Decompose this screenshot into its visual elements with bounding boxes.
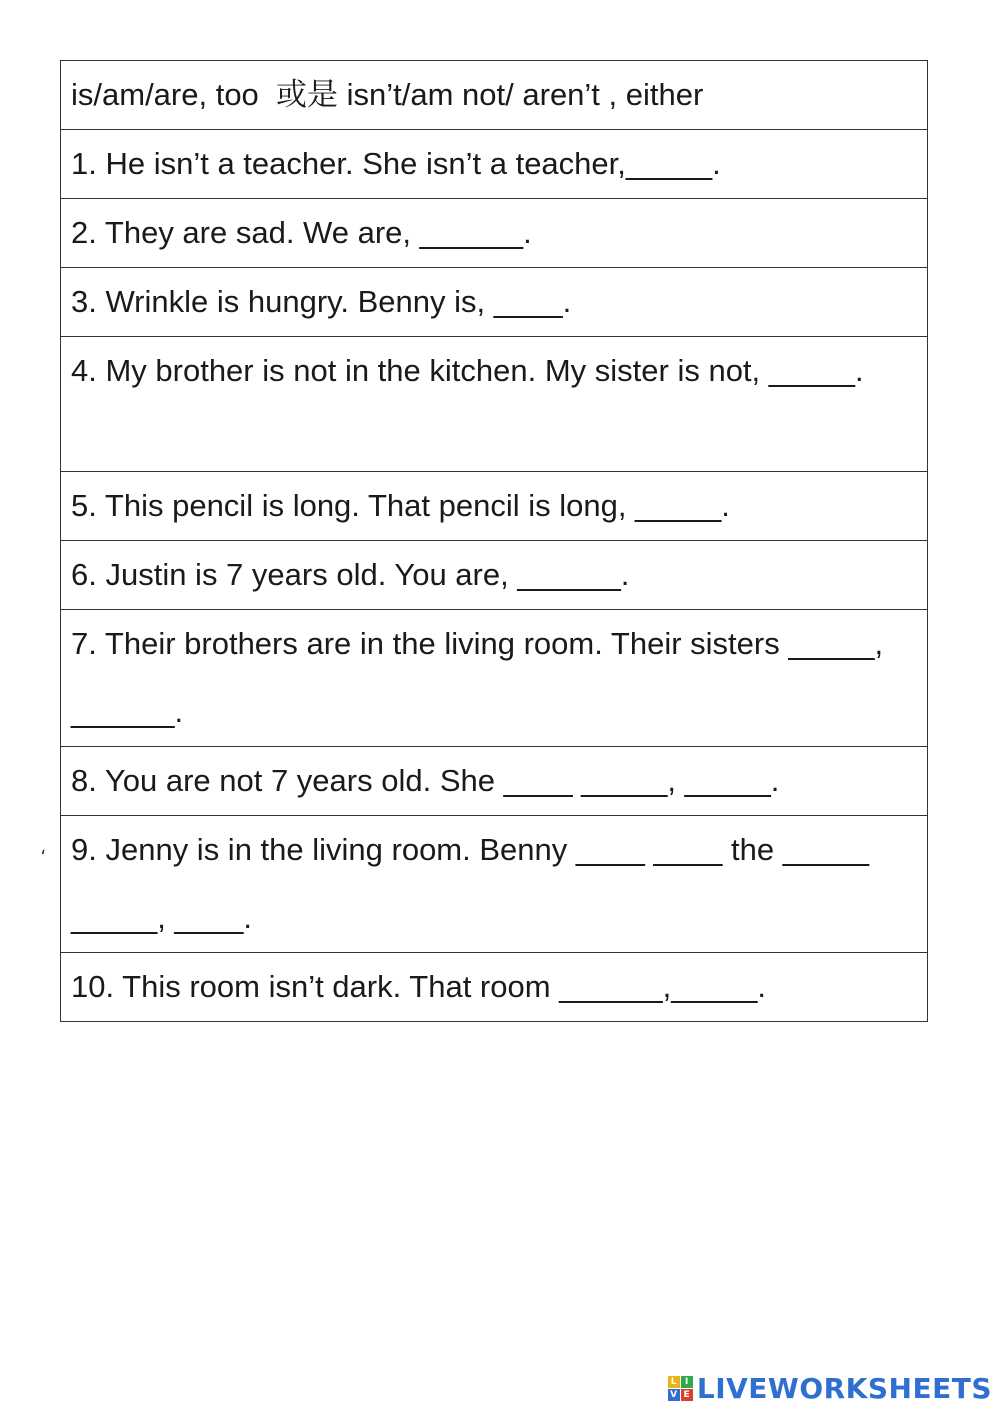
question-8: 8. You are not 7 years old. She ____ _____, _____. — [61, 747, 928, 816]
stray-mark: ، — [40, 838, 46, 858]
question-row — [61, 472, 928, 541]
question-row — [61, 953, 928, 1022]
question-2: 2. They are sad. We are, ______. — [61, 199, 928, 268]
liveworksheets-logo — [668, 1372, 992, 1405]
question-10: 10. This room isn’t dark. That room ______,_____. — [61, 953, 928, 1022]
question-row — [61, 816, 928, 953]
watermark-text: LIVEWORKSHEETS — [696, 1372, 992, 1405]
question-1: 1. He isn’t a teacher. She isn’t a teacher,_____. — [61, 130, 928, 199]
question-row — [61, 199, 928, 268]
question-row — [61, 747, 928, 816]
logo-icon: L I V E — [668, 1376, 693, 1401]
question-4: 4. My brother is not in the kitchen. My sister is not, _____. — [61, 337, 928, 472]
question-row — [61, 130, 928, 199]
question-9: 9. Jenny is in the living room. Benny ____ ____ the _____ _____, ____. — [61, 816, 928, 953]
question-5: 5. This pencil is long. That pencil is long, _____. — [61, 472, 928, 541]
question-row — [61, 541, 928, 610]
question-7: 7. Their brothers are in the living room. Their sisters _____, ______. — [61, 610, 928, 747]
question-row — [61, 337, 928, 472]
worksheet-table — [60, 60, 928, 1022]
header-cell: is/am/are, too 或是 isn’t/am not/ aren’t , either — [61, 61, 928, 130]
question-row — [61, 610, 928, 747]
question-3: 3. Wrinkle is hungry. Benny is, ____. — [61, 268, 928, 337]
header-row — [61, 61, 928, 130]
question-row — [61, 268, 928, 337]
question-6: 6. Justin is 7 years old. You are, ______. — [61, 541, 928, 610]
